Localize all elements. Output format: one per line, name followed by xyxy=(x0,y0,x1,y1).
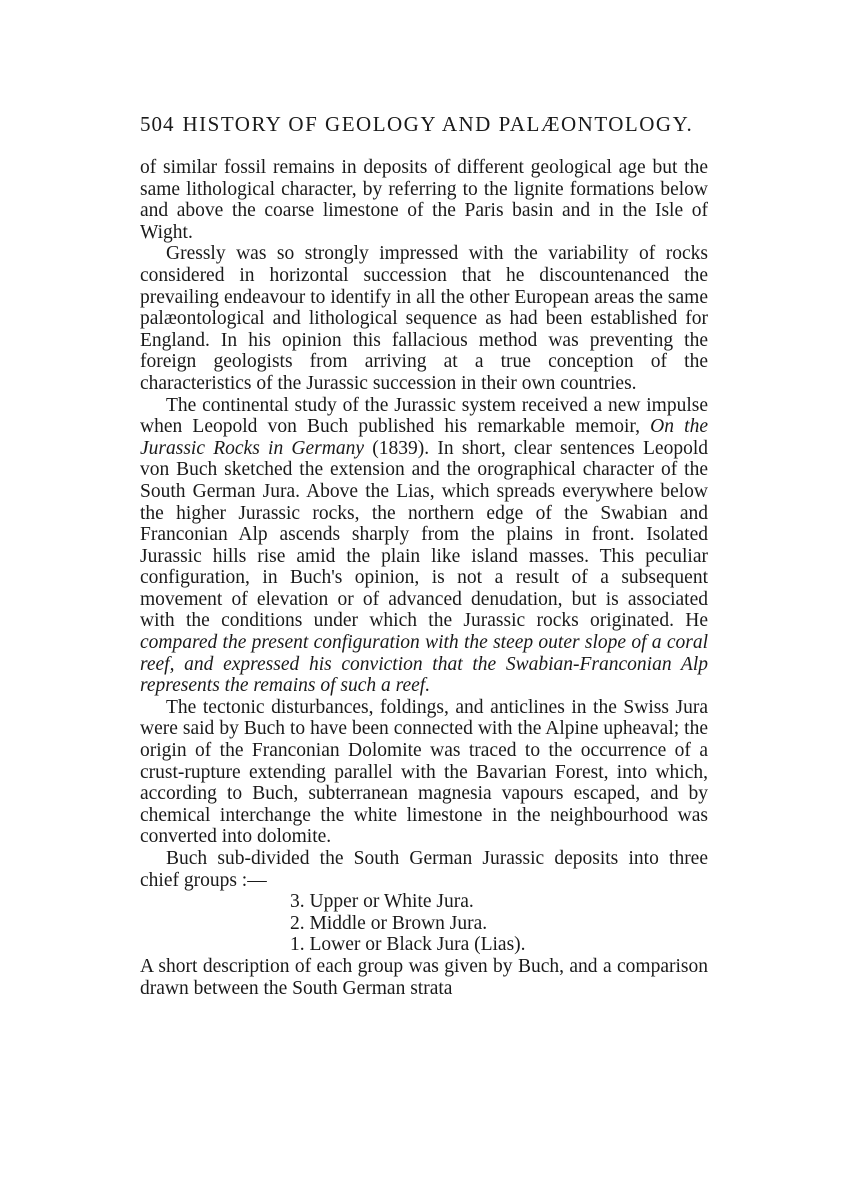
paragraph-von-buch-part-b: (1839). In short, clear sentences Leopold von Buch sketched the extension and the orographical character of the South German Jura. Above the Lias, which spreads everywhere below the higher Jurassic rocks, the northern edge of the Swabian and Franconian Alp ascends sharply from the plains in front. Isolated Jurassic hills rise amid the plain like island masses. This peculiar configuration, in Buch's opinion, is not a result of a subsequent movement of elevation or of advanced denudation, but is associated with the conditions under which the Jurassic rocks originated. He xyxy=(140,437,708,632)
jura-groups-list xyxy=(140,891,708,956)
list-item: 3. Upper or White Jura. xyxy=(290,891,474,913)
paragraph-continuation: of similar fossil remains in deposits of different geological age but the same lithological character, by referring to the lignite formations below and above the coarse limestone of the Paris basin and in the Isle of Wight. xyxy=(140,157,708,243)
page-number: 504 xyxy=(140,112,175,136)
paragraph-von-buch-part-a: The continental study of the Jurassic system received a new impulse when Leopold von Buch published his remarkable memoir, xyxy=(140,394,708,438)
paragraph-von-buch xyxy=(140,395,708,697)
paragraph-gressly: Gressly was so strongly impressed with the variability of rocks considered in horizontal succession that he discountenanced the prevailing endeavour to identify in all the other European areas the same palæontological and lithological sequence as had been established for England. In his opinion this fallacious method was preventing the foreign geologists from arriving at a true conception of the characteristics of the Jurassic succession in their own countries. xyxy=(140,243,708,394)
list-item: 2. Middle or Brown Jura. xyxy=(290,912,488,934)
book-page xyxy=(140,112,708,999)
body-text xyxy=(140,157,708,999)
running-title: HISTORY OF GEOLOGY AND PALÆONTOLOGY. xyxy=(182,112,694,136)
running-head xyxy=(140,112,708,137)
paragraph-description: A short description of each group was given by Buch, and a comparison drawn between the South German strata xyxy=(140,955,708,999)
paragraph-subdivision: Buch sub-divided the South German Jurassic deposits into three chief groups :— xyxy=(140,848,708,891)
coral-reef-italic: compared the present configuration with the steep outer slope of a coral reef, and expressed his conviction that the Swabian-Franconian Alp represents the remains of such a reef. xyxy=(140,632,708,697)
memoir-title: On the Jurassic Rocks in Germany xyxy=(140,416,708,459)
paragraph-tectonic: The tectonic disturbances, foldings, and anticlines in the Swiss Jura were said by Buch to have been connected with the Alpine upheaval; the origin of the Franconian Dolomite was traced to the occurrence of a crust-rupture extending parallel with the Bavarian Forest, into which, according to Buch, subterranean magnesia vapours escaped, and by chemical interchange the white limestone in the neighbourhood was converted into dolomite. xyxy=(140,696,708,848)
list-item: 1. Lower or Black Jura (Lias). xyxy=(290,934,526,956)
